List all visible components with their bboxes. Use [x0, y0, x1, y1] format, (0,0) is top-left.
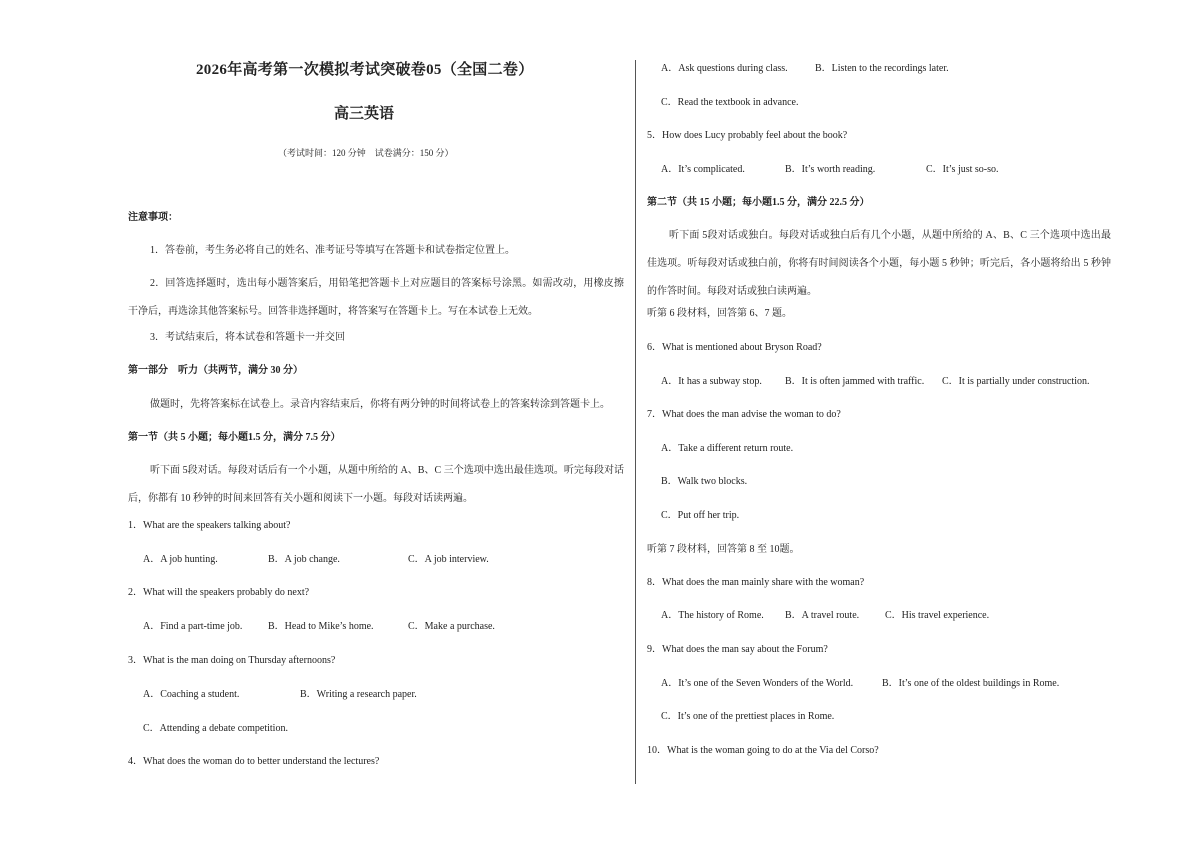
question-stem: 8．What does the man mainly share with the woman?	[647, 577, 865, 588]
question-stem: 4．What does the woman do to better understand the lectures?	[128, 756, 380, 767]
part1-heading: 第一部分 听力（共两节，满分 30 分）	[128, 365, 303, 376]
option: C．Read the textbook in advance.	[661, 97, 799, 108]
question-stem: 6．What is mentioned about Bryson Road?	[647, 342, 822, 353]
option: C．It’s just so-so.	[926, 164, 999, 175]
option: A．Coaching a student.	[143, 689, 240, 700]
option: B．A travel route.	[785, 610, 860, 621]
exam-subject: 高三英语	[334, 106, 395, 122]
section1-heading: 第一节（共 5 小题；每小题1.5 分，满分 7.5 分）	[128, 432, 341, 443]
section2-heading: 第二节（共 15 小题；每小题1.5 分，满分 22.5 分）	[647, 197, 870, 208]
exam-info: （考试时间：120 分钟 试卷满分：150 分）	[278, 148, 454, 158]
material-label: 听第 6 段材料，回答第 6、7 题。	[647, 308, 792, 319]
option: A．It has a subway stop.	[661, 376, 762, 387]
option: B．Walk two blocks.	[661, 476, 748, 487]
notes-heading: 注意事项：	[128, 212, 178, 223]
option: C．Put off her trip.	[661, 510, 740, 521]
option: A．Ask questions during class.	[661, 63, 788, 74]
option: C．A job interview.	[408, 554, 489, 565]
question-stem: 5．How does Lucy probably feel about the book?	[647, 130, 848, 141]
question-stem: 9．What does the man say about the Forum?	[647, 644, 828, 655]
question-stem: 7．What does the man advise the woman to do?	[647, 409, 841, 420]
option: B．It’s worth reading.	[785, 164, 876, 175]
question-stem: 3．What is the man doing on Thursday afternoons?	[128, 655, 336, 666]
note-item: 1．答卷前，考生务必将自己的姓名、准考证号等填写在答题卡和试卷指定位置上。	[150, 245, 515, 256]
option: A．It’s complicated.	[661, 164, 745, 175]
option: C．It’s one of the prettiest places in Rome.	[661, 711, 835, 722]
material-label: 听第 7 段材料，回答第 8 至 10题。	[647, 544, 800, 555]
section1-instruction: 听下面 5段对话。每段对话后有一个小题，从题中所给的 A、B、C 三个选项中选出最佳选项。听完每段对话后，你都有 10 秒钟的时间来回答有关小题和阅读下一小题。每段对话读两遍。	[128, 465, 624, 504]
note-item: 2．回答选择题时，选出每小题答案后，用铅笔把答题卡上对应题目的答案标号涂黑。如需改动，用橡皮擦干净后，再选涂其他答案标号。回答非选择题时，将答案写在答题卡上。写在本试卷上无效。	[128, 278, 624, 317]
option: B．It’s one of the oldest buildings in Rome.	[882, 678, 1060, 689]
option: B．Head to Mike’s home.	[268, 621, 374, 632]
option: C．Make a purchase.	[408, 621, 495, 632]
option: A．Find a part-time job.	[143, 621, 243, 632]
option: A．The history of Rome.	[661, 610, 764, 621]
option: B．Writing a research paper.	[300, 689, 417, 700]
option: A．Take a different return route.	[661, 443, 794, 454]
option: A．A job hunting.	[143, 554, 218, 565]
option: C．His travel experience.	[885, 610, 990, 621]
option: B．A job change.	[268, 554, 340, 565]
question-stem: 1．What are the speakers talking about?	[128, 520, 291, 531]
note-item: 3．考试结束后，将本试卷和答题卡一并交回	[150, 332, 345, 343]
option: C．It is partially under construction.	[942, 376, 1090, 387]
option: A．It’s one of the Seven Wonders of the World.	[661, 678, 854, 689]
option: B．It is often jammed with traffic.	[785, 376, 925, 387]
question-stem: 2．What will the speakers probably do next?	[128, 587, 310, 598]
section2-instruction: 听下面 5段对话或独白。每段对话或独白后有几个小题，从题中所给的 A、B、C 三个选项中选出最佳选项。听每段对话或独白前，你将有时间阅读各个小题，每小题 5 秒钟；听完后，各小题将给出 5 秒钟的作答时间。每段对话或独白读两遍。	[647, 230, 1111, 297]
option: B．Listen to the recordings later.	[815, 63, 949, 74]
question-stem: 10．What is the woman going to do at the Via del Corso?	[647, 745, 879, 756]
part1-instruction: 做题时，先将答案标在试卷上。录音内容结束后，你将有两分钟的时间将试卷上的答案转涂到答题卡上。	[150, 399, 610, 410]
exam-title: 2026年高考第一次模拟考试突破卷05（全国二卷）	[196, 62, 534, 78]
column-divider	[635, 60, 636, 784]
option: C．Attending a debate competition.	[143, 723, 288, 734]
